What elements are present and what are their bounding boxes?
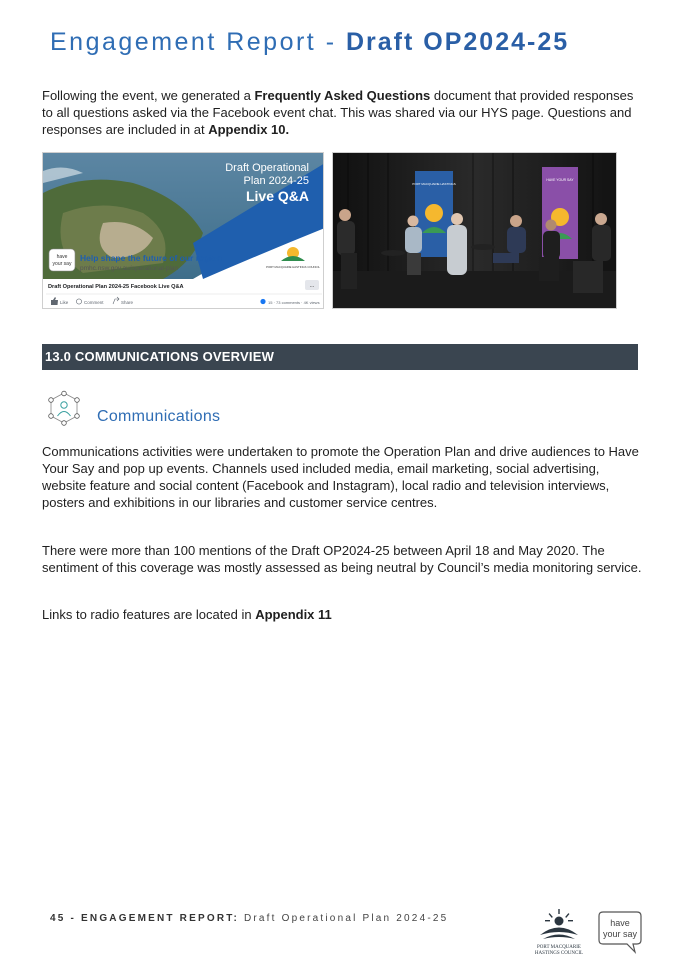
page-number: 45	[50, 913, 66, 924]
hys-line-2: your say	[602, 929, 638, 939]
event-photo-graphic	[333, 153, 617, 309]
have-your-say-badge	[49, 249, 75, 271]
banner-line-3: Live Q&A	[245, 188, 309, 204]
council-logo-text: PORT MACQUARIE HASTINGS COUNCIL	[266, 265, 320, 269]
facebook-post-image	[42, 152, 324, 309]
title-separator: -	[325, 28, 337, 56]
banner-line-1: Draft Operational	[225, 162, 309, 174]
footer-dash: -	[70, 913, 77, 924]
event-photo	[332, 152, 617, 309]
radio-links-appendix: Appendix 11	[255, 607, 332, 622]
footer-report-subtitle: Draft Operational Plan 2024-25	[243, 913, 449, 924]
communications-paragraph: Communications activities were undertaken to promote the Operation Plan and drive audiences to Have Your Say and pop up events. Channels used included media, email marketing, social advertising, website feature and social content (Facebook and Instagram), local radio and television interviews, posters and exhibitions in our libraries and customer service centres.	[42, 444, 639, 510]
title-bold: Draft OP2024-25	[346, 28, 570, 56]
radio-links-paragraph	[42, 606, 642, 623]
council-logo	[530, 908, 588, 956]
coverage-paragraph: There were more than 100 mentions of the Draft OP2024-25 between April 18 and May 2020. The sentiment of this coverage was mostly assessed as being neutral by Council’s media monitoring service.	[42, 543, 642, 575]
share-button[interactable]: Share	[121, 300, 134, 305]
communications-network-icon	[44, 390, 84, 430]
banner-line-2: Plan 2024-25	[243, 175, 309, 187]
post-title: Draft Operational Plan 2024-25 Facebook Live Q&A	[48, 284, 184, 290]
comment-button[interactable]: Comment	[84, 300, 104, 305]
council-logo-line-1: PORT MACQUARIE	[537, 945, 581, 950]
badge-line-2: your say	[52, 261, 72, 267]
section-header-bar	[42, 344, 638, 370]
intro-text-2: document that provided responses to all questions asked via the Facebook event chat. This was shared via our HYS page. Questions and responses are included in at	[42, 88, 634, 137]
promo-heading: Help shape the future of our region	[80, 253, 222, 263]
hys-line-1: have	[610, 918, 630, 928]
footer-report-title: ENGAGEMENT REPORT:	[81, 913, 239, 924]
intro-bold-appendix: Appendix 10.	[208, 122, 290, 137]
have-your-say-logo	[597, 910, 643, 954]
post-stats: 15 · 73 comments · 4K views	[268, 300, 320, 305]
radio-links-text: Links to radio features are located in	[42, 607, 256, 622]
council-logo-line-2: HASTINGS COUNCIL	[534, 951, 584, 956]
section-title: 13.0 COMMUNICATIONS OVERVIEW	[45, 349, 275, 364]
reaction-icon	[260, 299, 265, 304]
more-options-label: ...	[309, 283, 315, 289]
like-button[interactable]: Like	[60, 300, 69, 305]
communications-heading: Communications	[97, 408, 221, 425]
facebook-post-graphic	[43, 153, 324, 309]
intro-text-1: Following the event, we generated a	[42, 88, 255, 103]
intro-paragraph	[42, 87, 642, 138]
intro-bold-faq: Frequently Asked Questions	[254, 88, 431, 103]
page-footer	[50, 913, 448, 924]
badge-line-1: have	[56, 254, 68, 260]
title-prefix: Engagement Report	[50, 28, 317, 56]
banner-right-text: HAVE YOUR SAY	[546, 178, 574, 182]
page-title	[50, 28, 569, 57]
banner-left-text: PORT MACQUARIE HASTINGS	[412, 182, 456, 186]
promo-url: pmhc.nsw.gov.au/operational-plan	[80, 265, 179, 272]
